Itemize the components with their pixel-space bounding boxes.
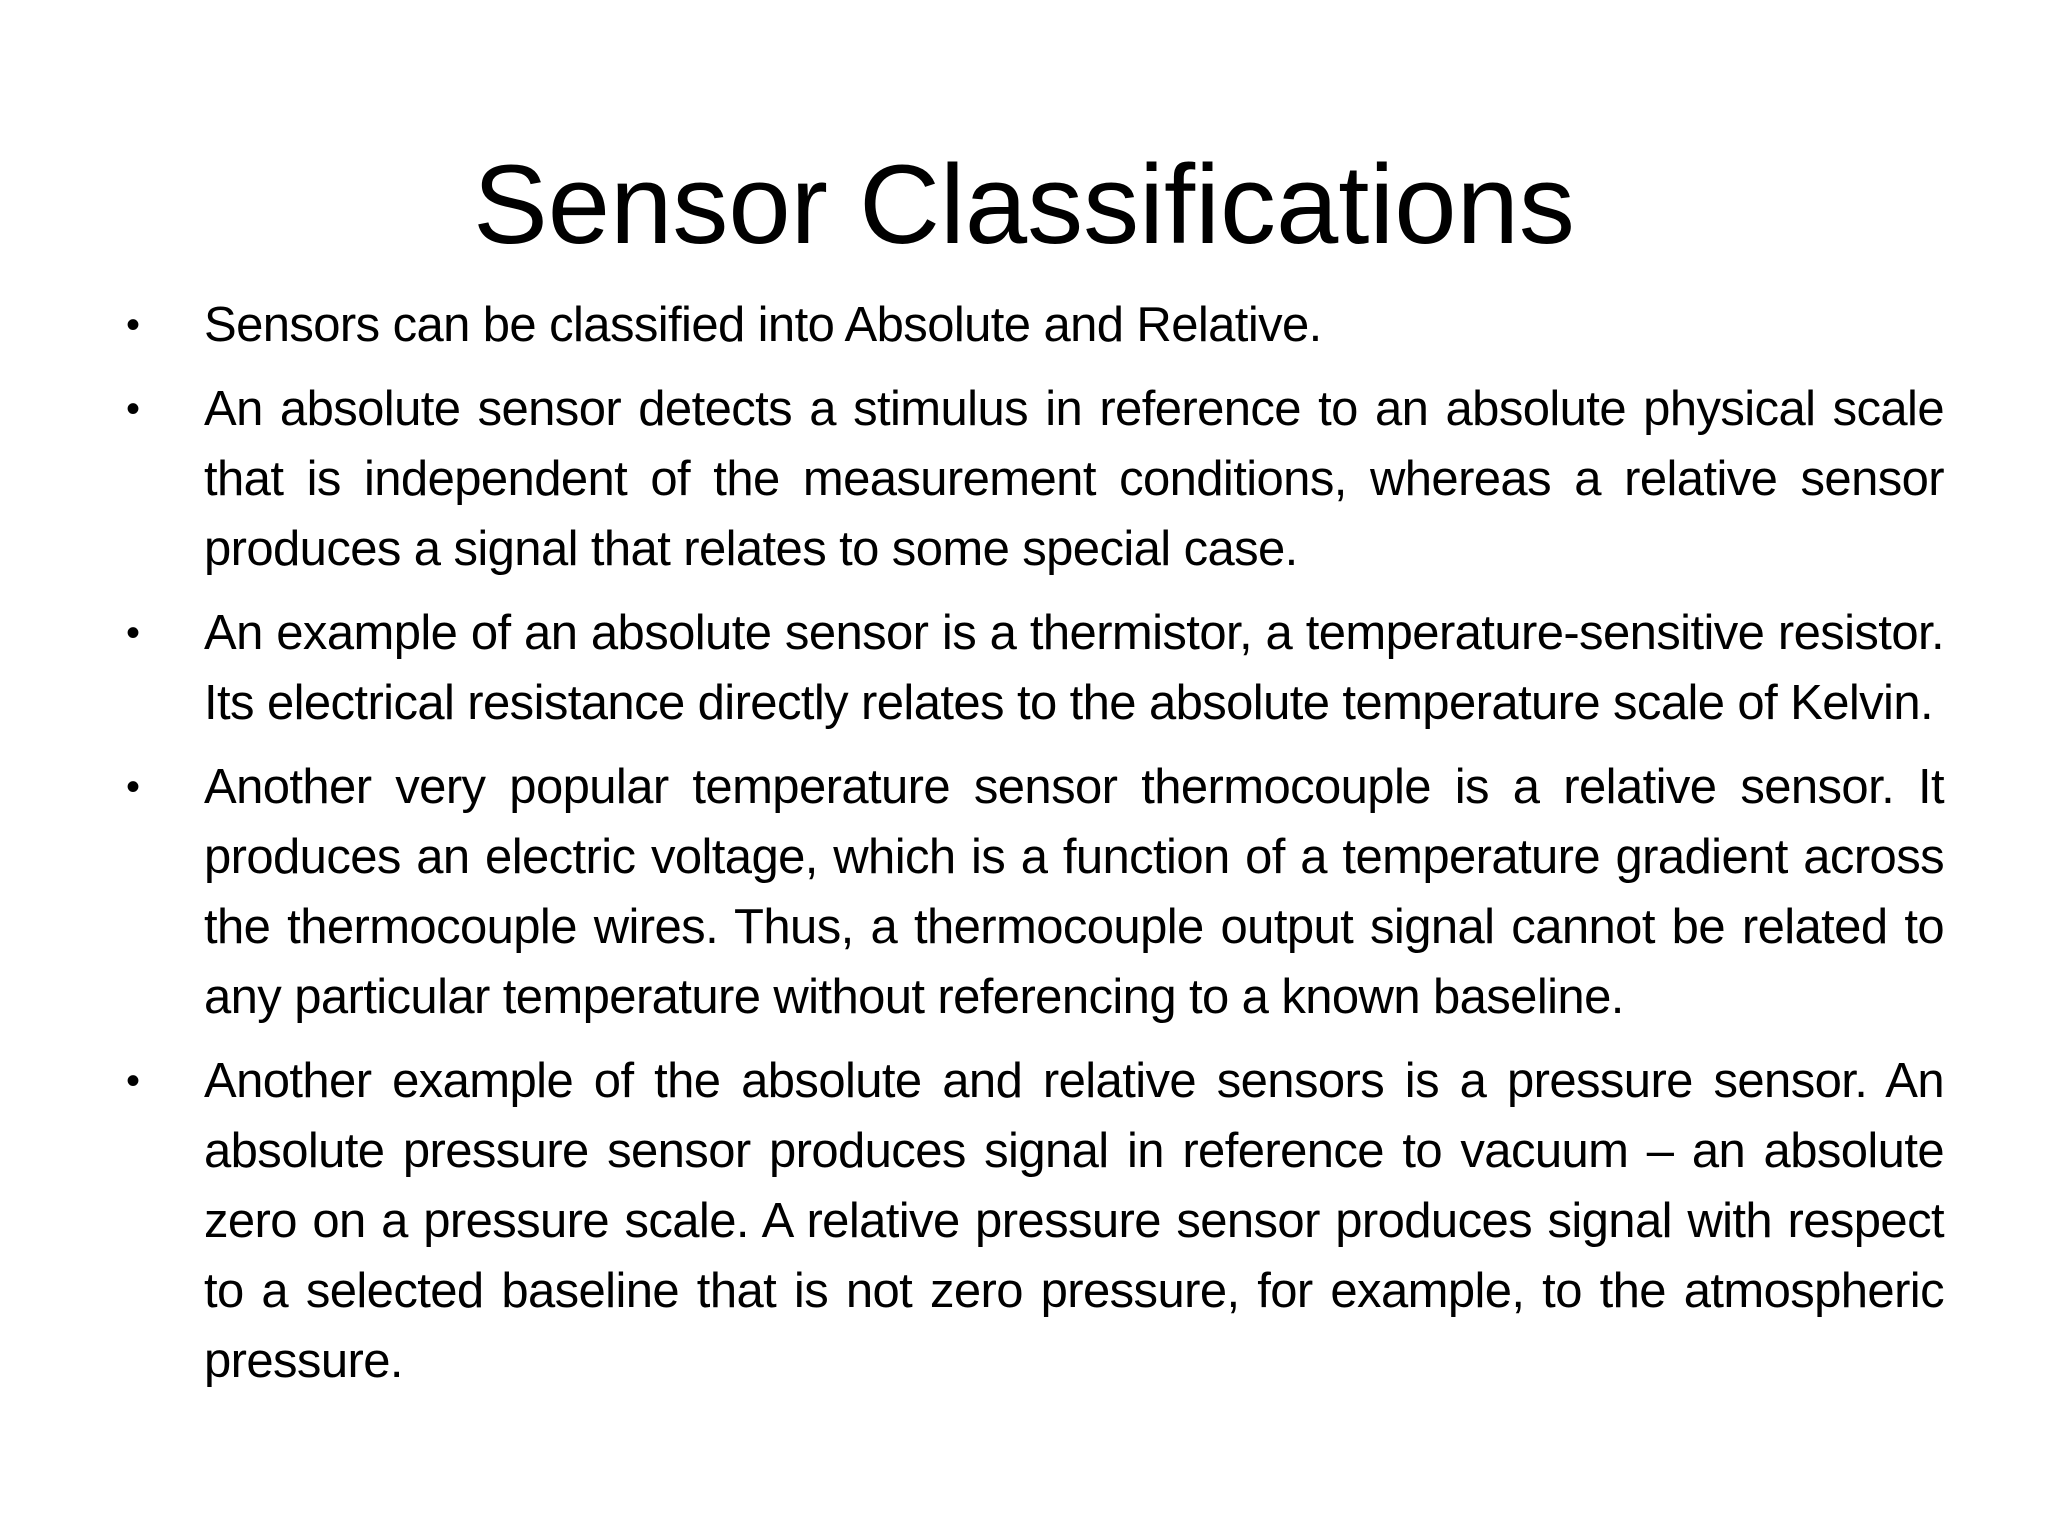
slide-title: Sensor Classifications	[473, 142, 1575, 267]
bullet-item-absolute-relative	[124, 290, 1944, 360]
bullet-text: Another example of the absolute and relative sensors is a pressure sensor. An absolute pressure sensor produces signal in reference to vacuum – an absolute zero on a pressure scale. A relative pressure sensor produces signal with respect to a selected baseline that is not zero pressure, for example, to the atmospheric pressure.	[204, 1054, 1944, 1388]
bullet-icon: •	[126, 765, 141, 809]
bullet-item-absolute-definition	[124, 374, 1944, 584]
bullet-item-pressure-sensor-example	[124, 1046, 1944, 1396]
bullet-icon: •	[126, 387, 141, 431]
bullet-icon: •	[126, 611, 141, 655]
bullet-item-thermistor-example	[124, 598, 1944, 738]
bullet-icon: •	[126, 1059, 141, 1103]
bullet-text: Another very popular temperature sensor thermocouple is a relative sensor. It produces an electric voltage, which is a function of a temperature gradient across the thermocouple wires. Thus, a thermocouple output signal cannot be related to any particular temperature without referencing to a known baseline.	[204, 760, 1944, 1024]
bullet-text: An absolute sensor detects a stimulus in reference to an absolute physical scale that is independent of the measurement conditions, whereas a relative sensor produces a signal that relates to some special case.	[204, 382, 1944, 576]
bullet-item-thermocouple-example	[124, 752, 1944, 1032]
bullet-icon: •	[126, 303, 141, 347]
bullet-text: An example of an absolute sensor is a thermistor, a temperature-sensitive resistor. Its electrical resistance directly relates to the absolute temperature scale of Kelvin.	[204, 606, 1944, 730]
bullet-text: Sensors can be classified into Absolute and Relative.	[204, 298, 1322, 352]
bullet-list	[124, 290, 1944, 1410]
